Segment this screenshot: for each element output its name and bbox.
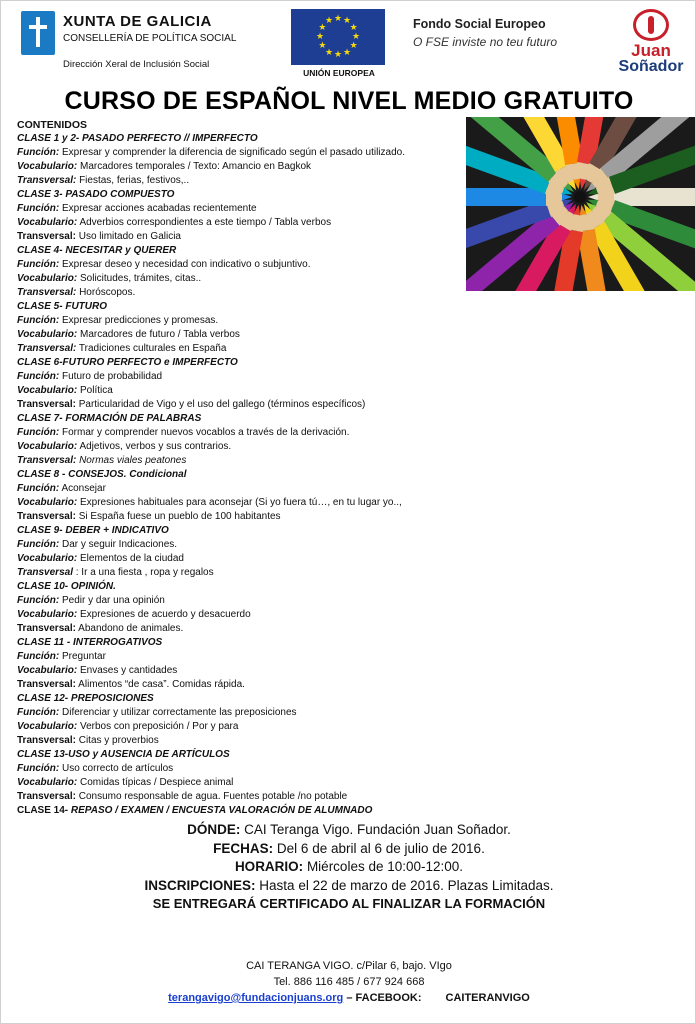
info-dates <box>1 840 696 859</box>
detail-label: Función: <box>17 371 60 382</box>
detail-text: Alimentos “de casa”. Comidas rápida. <box>78 679 245 690</box>
class-detail-line <box>17 552 467 566</box>
detail-label: Función: <box>17 147 60 158</box>
detail-label: Vocabulario: <box>17 721 78 732</box>
detail-label: Transversal: <box>17 399 76 410</box>
schedule-label: HORARIO: <box>234 859 304 874</box>
detail-label: Transversal: <box>17 343 77 354</box>
detail-label: Transversal: <box>17 735 76 746</box>
class-detail-line <box>17 398 467 412</box>
info-registration <box>1 877 696 896</box>
class-detail-line <box>17 790 467 804</box>
facebook-handle: CAITERANVIGO <box>445 992 530 1004</box>
detail-text: Expresar deseo y necesidad con indicativo o subjuntivo. <box>62 259 311 270</box>
detail-label: Función: <box>17 483 60 494</box>
detail-label: Vocabulario: <box>17 273 78 284</box>
detail-text: Marcadores de futuro / Tabla verbos <box>79 329 240 340</box>
detail-label: Vocabulario: <box>17 329 78 340</box>
detail-label: Vocabulario: <box>17 609 78 620</box>
class-detail-line <box>17 328 467 342</box>
juan-sonador-icon <box>633 9 669 41</box>
class-14-text: REPASO / EXAMEN / ENCUESTA VALORACIÓN DE ALUMNADO <box>68 805 373 816</box>
class-detail-line <box>17 202 467 216</box>
class-detail-line <box>17 160 467 174</box>
detail-label: Transversal: <box>17 287 77 298</box>
class-title: CLASE 1 y 2- PASADO PERFECTO // IMPERFECTO <box>17 133 258 144</box>
detail-text: Envases y cantidades <box>79 665 178 676</box>
class-detail-line <box>17 426 467 440</box>
juan-sonador-name-2: Soñador <box>618 58 684 75</box>
footer-address: CAI TERANGA VIGO. c/Pilar 6, bajo. VIgo <box>246 960 452 972</box>
detail-text: Aconsejar <box>61 483 106 494</box>
class-title: CLASE 12- PREPOSICIONES <box>17 693 154 704</box>
detail-label: Vocabulario: <box>17 217 78 228</box>
class-14-label: CLASE 14- <box>17 805 69 816</box>
colored-pencils-image <box>466 117 695 291</box>
detail-label: Función: <box>17 763 60 774</box>
detail-text: Citas y proverbios <box>78 735 159 746</box>
certificate-note: SE ENTREGARÁ CERTIFICADO AL FINALIZAR LA FORMACIÓN <box>152 896 546 911</box>
detail-text: Verbos con preposición / Por y para <box>79 721 239 732</box>
class-detail-line <box>17 286 467 300</box>
detail-text: Comidas típicas / Despiece animal <box>79 777 234 788</box>
footer-phone: Tel. 886 116 485 / 677 924 668 <box>273 976 425 988</box>
class-detail-line <box>17 734 467 748</box>
class-detail-line <box>17 762 467 776</box>
class-detail-line <box>17 650 467 664</box>
detail-text: Expresiones de acuerdo y desacuerdo <box>79 609 251 620</box>
dates-value: Del 6 de abril al 6 de julio de 2016. <box>273 840 485 856</box>
detail-label: Transversal: <box>17 679 76 690</box>
detail-label: Vocabulario: <box>17 497 78 508</box>
detail-text: Tradiciones culturales en España <box>78 343 227 354</box>
detail-text: Expresiones habituales para aconsejar (Si yo fuera tú…, en tu lugar yo.., <box>79 497 402 508</box>
detail-label: Vocabulario: <box>17 441 78 452</box>
class-title: CLASE 8 - CONSEJOS. Condicional <box>17 469 187 480</box>
class-detail-line <box>17 258 467 272</box>
detail-text: : Ir a una fiesta , ropa y regalos <box>75 567 214 578</box>
class-detail-line <box>17 440 467 454</box>
class-detail-line <box>17 174 467 188</box>
juan-sonador-logo <box>613 9 689 81</box>
detail-text: Solicitudes, trámites, citas.. <box>79 273 202 284</box>
detail-text: Uso limitado en Galicia <box>78 231 181 242</box>
class-14-line <box>17 804 467 818</box>
dates-label: FECHAS: <box>213 840 274 856</box>
xunta-title: XUNTA DE GALICIA <box>63 13 212 30</box>
detail-text: Expresar acciones acabadas recientemente <box>62 203 257 214</box>
where-value: CAI Teranga Vigo. Fundación Juan Soñador. <box>240 822 511 837</box>
detail-text: Consumo responsable de agua. Fuentes potable /no potable <box>78 791 348 802</box>
class-detail-line <box>17 538 467 552</box>
class-detail-line <box>17 230 467 244</box>
info-where <box>1 821 696 840</box>
detail-label: Vocabulario: <box>17 385 78 396</box>
detail-label: Función: <box>17 539 60 550</box>
detail-label: Transversal: <box>17 231 76 242</box>
class-detail-line <box>17 608 467 622</box>
class-detail-line <box>17 776 467 790</box>
class-detail-line <box>17 706 467 720</box>
class-title: CLASE 5- FUTURO <box>17 301 107 312</box>
detail-label: Vocabulario: <box>17 161 78 172</box>
detail-text: Política <box>79 385 113 396</box>
detail-label: Vocabulario: <box>17 777 78 788</box>
class-detail-line <box>17 384 467 398</box>
class-detail-line <box>17 510 467 524</box>
detail-text: Expresar y comprender la diferencia de significado según el pasado utilizado. <box>62 147 405 158</box>
class-detail-line <box>17 496 467 510</box>
class-detail-line <box>17 566 467 580</box>
class-title: CLASE 4- NECESITAR y QUERER <box>17 245 177 256</box>
xunta-logo <box>21 9 241 75</box>
detail-label: Transversal: <box>17 623 76 634</box>
class-detail-line <box>17 664 467 678</box>
detail-text: Expresar predicciones y promesas. <box>62 315 219 326</box>
detail-text: Pedir y dar una opinión <box>62 595 165 606</box>
juan-sonador-name-1: Juan <box>631 41 671 60</box>
xunta-department: CONSELLERÍA DE POLÍTICA SOCIAL <box>63 33 237 44</box>
detail-label: Transversal: <box>17 791 76 802</box>
email-link[interactable]: terangavigo@fundacionjuans.org <box>168 992 344 1004</box>
info-schedule <box>1 858 696 877</box>
class-detail-line <box>17 272 467 286</box>
class-detail-line <box>17 314 467 328</box>
registration-label: INSCRIPCIONES: <box>144 877 256 893</box>
detail-text: Abandono de animales. <box>78 623 184 634</box>
detail-text: Futuro de probabilidad <box>62 371 163 382</box>
eu-caption: UNIÓN EUROPEA <box>303 68 375 78</box>
fse-logo <box>413 17 593 49</box>
class-detail-line <box>17 370 467 384</box>
header-logos <box>1 7 696 81</box>
class-detail-line <box>17 678 467 692</box>
detail-label: Función: <box>17 707 60 718</box>
class-detail-line <box>17 720 467 734</box>
detail-label: Transversal: <box>17 511 76 522</box>
registration-value: Hasta el 22 de marzo de 2016. Plazas Limitadas. <box>255 877 554 893</box>
detail-text: Elementos de la ciudad <box>79 553 184 564</box>
class-title: CLASE 10- OPINIÓN. <box>17 581 116 592</box>
detail-label: Vocabulario: <box>17 665 78 676</box>
detail-label: Función: <box>17 259 60 270</box>
class-detail-line <box>17 216 467 230</box>
class-detail-line <box>17 622 467 636</box>
xunta-directorate: Dirección Xeral de Inclusión Social <box>63 59 210 70</box>
detail-text: Adjetivos, verbos y sus contrarios. <box>79 441 232 452</box>
detail-text: Normas viales peatones <box>79 455 187 466</box>
detail-label: Función: <box>17 315 60 326</box>
page-title: CURSO DE ESPAÑOL NIVEL MEDIO GRATUITO <box>64 87 634 115</box>
course-info <box>1 821 696 914</box>
eu-logo <box>291 9 387 81</box>
class-detail-line <box>17 342 467 356</box>
class-title: CLASE 11 - INTERROGATIVOS <box>17 637 163 648</box>
detail-text: Dar y seguir Indicaciones. <box>62 539 178 550</box>
detail-label: Transversal <box>17 567 73 578</box>
detail-label: Función: <box>17 427 60 438</box>
detail-label: Función: <box>17 651 60 662</box>
fse-title: Fondo Social Europeo <box>413 17 546 31</box>
detail-label: Función: <box>17 595 60 606</box>
detail-text: Particularidad de Vigo y el uso del gallego (términos específicos) <box>78 399 366 410</box>
class-title: CLASE 3- PASADO COMPUESTO <box>17 189 175 200</box>
class-detail-line <box>17 454 467 468</box>
where-label: DÓNDE: <box>187 822 241 837</box>
detail-text: Adverbios correspondientes a este tiempo / Tabla verbos <box>79 217 332 228</box>
eu-flag-icon: ★ ★ ★ ★ ★ ★ ★ ★ ★ ★ ★ ★ <box>291 9 385 65</box>
class-detail-line <box>17 482 467 496</box>
detail-label: Transversal: <box>17 455 77 466</box>
fse-slogan: O FSE inviste no teu futuro <box>413 35 558 49</box>
detail-text: Horóscopos. <box>79 287 136 298</box>
xunta-shield-icon <box>21 11 55 55</box>
class-detail-line <box>17 594 467 608</box>
facebook-label: – FACEBOOK: <box>343 992 422 1004</box>
class-title: CLASE 9- DEBER + INDICATIVO <box>17 525 169 536</box>
class-title: CLASE 13-USO y AUSENCIA DE ARTÍCULOS <box>17 749 230 760</box>
detail-text: Fiestas, ferias, festivos,.. <box>79 175 190 186</box>
class-detail-line <box>17 146 467 160</box>
detail-label: Función: <box>17 203 60 214</box>
detail-label: Vocabulario: <box>17 553 78 564</box>
detail-text: Uso correcto de artículos <box>62 763 174 774</box>
detail-text: Diferenciar y utilizar correctamente las preposiciones <box>62 707 297 718</box>
schedule-value: Miércoles de 10:00-12:00. <box>303 859 464 874</box>
class-title: CLASE 7- FORMACIÓN DE PALABRAS <box>17 413 202 424</box>
footer-links <box>1 990 696 1006</box>
class-title: CLASE 6-FUTURO PERFECTO e IMPERFECTO <box>17 357 238 368</box>
footer-contact <box>1 958 696 1006</box>
detail-text: Si España fuese un pueblo de 100 habitantes <box>78 511 281 522</box>
contents-heading: CONTENIDOS <box>17 119 88 131</box>
course-contents <box>17 118 467 818</box>
detail-label: Transversal: <box>17 175 77 186</box>
detail-text: Formar y comprender nuevos vocablos a través de la derivación. <box>62 427 350 438</box>
detail-text: Marcadores temporales / Texto: Amancio en Bagkok <box>79 161 312 172</box>
detail-text: Preguntar <box>62 651 106 662</box>
